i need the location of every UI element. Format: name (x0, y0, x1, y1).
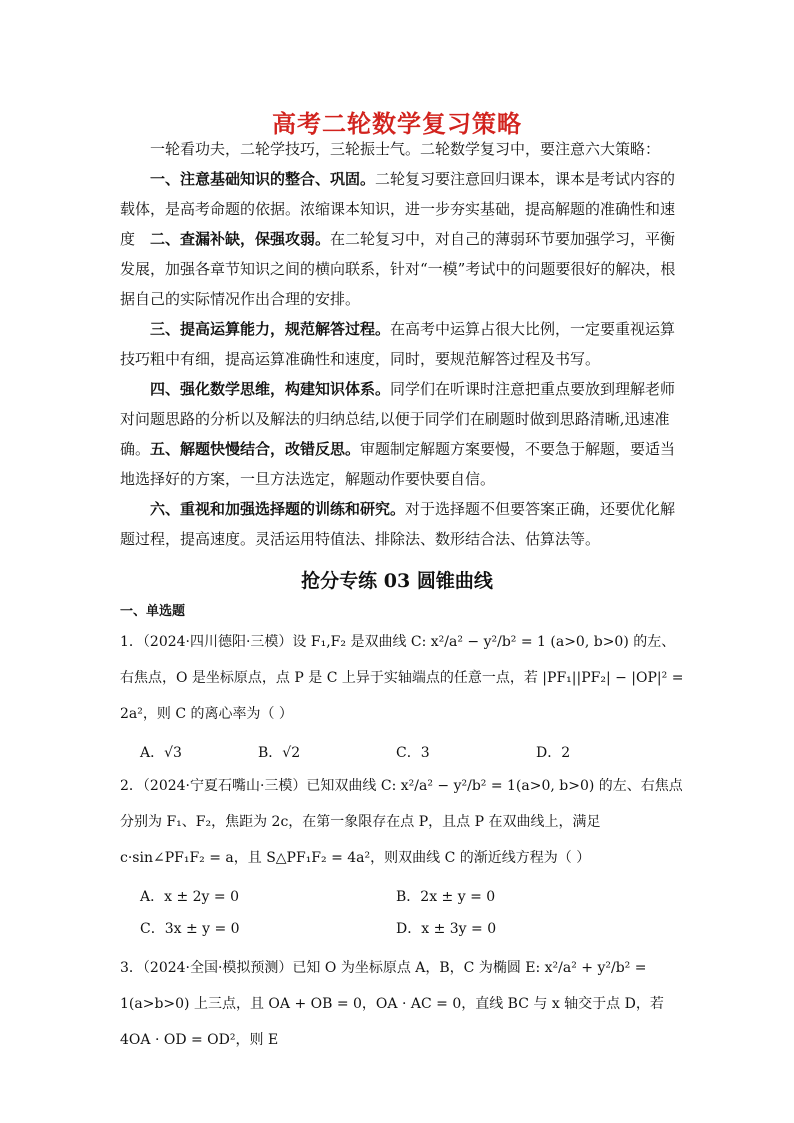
strategy-5 (120, 434, 680, 494)
question-1-option-a: A．√3 (140, 745, 182, 761)
strategy-1-heading: 一、注意基础知识的整合、巩固。 (150, 170, 376, 188)
strategy-6-text: 对于选择题不但要答案正确，还要优化解题过程，提高速度。灵活运用特值法、排除法、数形结合法、估算法等。 (120, 500, 676, 548)
strategy-3-heading: 三、提高运算能力，规范解答过程。 (150, 320, 391, 338)
question-3: 3．（2024·全国·模拟预测）已知 O 为坐标原点 A，B，C 为椭圆 E: x²/a² + y²/b² = 1(a>b>0) 上三点，且 OA + OB = 0，OA · AC = 0，直线 BC 与 x 轴交于点 D，若 4OA · OD = OD²，则 E (120, 960, 664, 1048)
question-2: 2．（2024·宁夏石嘴山·三模）已知双曲线 C: x²/a² − y²/b² = 1(a>0, b>0) 的左、右焦点分别为 F₁、F₂，焦距为 2c，在第一象限存在点 P，且点 P 在双曲线上，满足 c·sin∠PF₁F₂ = a，且 S△PF₁F₂ = 4a²，则双曲线 C 的渐近线方程为（ ） (120, 778, 683, 866)
strategy-4-heading: 四、强化数学思维，构建知识体系。 (150, 380, 391, 398)
strategy-6-heading: 六、重视和加强选择题的训练和研究。 (150, 500, 406, 518)
strategy-5-text: 审题制定解题方案要慢，不要急于解题，要适当地选择好的方案，一旦方法选定，解题动作要快要自信。 (120, 440, 676, 488)
question-1-option-c: C．3 (396, 745, 430, 761)
strategy-2-text: 在二轮复习中，对自己的薄弱环节要加强学习，平衡发展，加强各章节知识之间的横向联系，针对“一模”考试中的问题要很好的解决，根据自己的实际情况作出合理的安排。 (120, 230, 676, 308)
strategy-3-text: 在高考中运算占很大比例，一定要重视运算技巧粗中有细，提高运算准确性和速度，同时，要规范解答过程及书写。 (120, 320, 676, 368)
section-label: 一、单选题 (120, 604, 186, 619)
strategy-4-text: 同学们在听课时注意把重点要放到理解老师对问题思路的分析以及解法的归纳总结,以便于同学们在刷题时做到思路清晰,迅速准确。 (120, 380, 676, 458)
page-title: 高考二轮数学复习策略 (272, 110, 522, 138)
question-2-option-b: B．2x ± y = 0 (396, 889, 496, 905)
strategy-2-heading: 二、查漏补缺，保强攻弱。 (150, 230, 331, 248)
question-2-option-d: D．x ± 3y = 0 (396, 921, 497, 937)
strategy-3 (120, 314, 680, 374)
strategy-2 (120, 224, 680, 314)
intro-paragraph: 一轮看功夫，二轮学技巧，三轮振士气。二轮数学复习中，要注意六大策略： (150, 140, 661, 158)
strategy-1-text: 二轮复习要注意回归课本，课本是考试内容的载体，是高考命题的依据。浓缩课本知识，进一步夯实基础，提高解题的准确性和速度 (120, 170, 676, 248)
section-heading: 抢分专练 03 圆锥曲线 (301, 570, 493, 592)
question-1: 1．（2024·四川德阳·三模）设 F₁,F₂ 是双曲线 C: x²/a² − y²/b² = 1 (a>0, b>0) 的左、右焦点，O 是坐标原点，点 P 是 C 上异于实轴端点的任意一点，若 |PF₁||PF₂| − |OP|² = 2a²，则 C 的离心率为（ ） (120, 634, 684, 722)
strategy-5-heading: 五、解题快慢结合，改错反思。 (150, 440, 361, 458)
question-2-option-c: C．3x ± y = 0 (140, 921, 240, 937)
question-1-option-b: B．√2 (258, 745, 301, 761)
question-1-option-d: D．2 (536, 745, 571, 761)
question-2-option-a: A．x ± 2y = 0 (140, 889, 239, 905)
strategy-6 (120, 494, 680, 554)
